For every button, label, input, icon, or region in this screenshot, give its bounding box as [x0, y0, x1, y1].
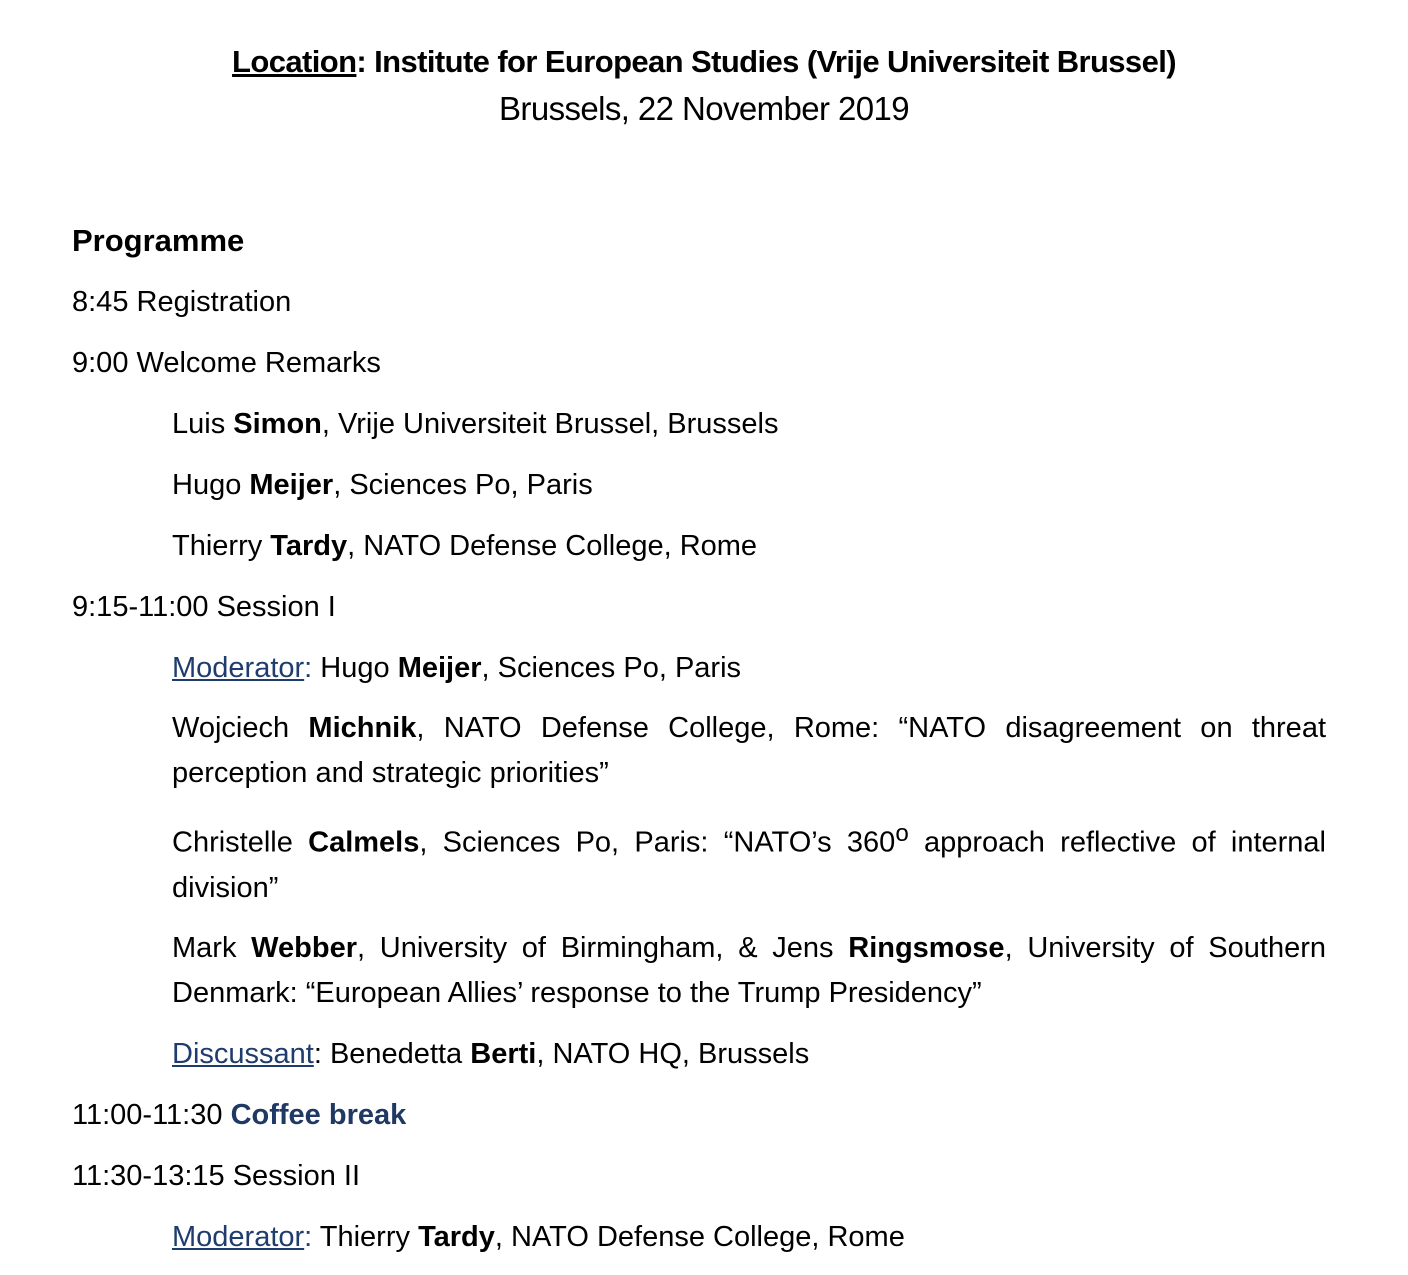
welcome-speaker: [172, 523, 1326, 569]
document-header: [0, 40, 1408, 134]
programme-section: [72, 218, 1326, 1275]
discussant-first-name: Benedetta: [329, 1037, 471, 1070]
degree-superscript: o: [895, 820, 909, 847]
paper-details: , University of Southern Denmark: “European Allies’ response to the Trump Presidency”: [172, 931, 1326, 1009]
session-2-heading: 11:30-13:15 Session II: [72, 1159, 361, 1192]
speaker-last-name: Tardy: [270, 530, 348, 562]
discussant-link[interactable]: Discussant: [172, 1037, 314, 1070]
event-date: Brussels, 22 November 2019: [499, 90, 909, 127]
presenter-last-name: Michnik: [308, 712, 417, 744]
moderator-affiliation: , Sciences Po, Paris: [481, 652, 742, 684]
coffee-break-label: Coffee break: [230, 1098, 407, 1131]
session-1-moderator: [172, 645, 1326, 691]
speaker-last-name: Simon: [233, 408, 322, 440]
paper-details: , NATO Defense College, Rome: “NATO disagreement on threat perception and strategic priorities”: [172, 712, 1326, 789]
location-value: : Institute for European Studies (Vrije Universiteit Brussel): [356, 44, 1176, 79]
location-line: [0, 40, 1408, 84]
moderator-last-name: Tardy: [418, 1220, 495, 1253]
session-1-paper: [172, 926, 1326, 1016]
speaker-first-name: Thierry: [172, 530, 271, 562]
presenter-last-name: Calmels: [308, 826, 420, 859]
presenter-affiliation: , University of Birmingham, & Jens: [357, 931, 849, 964]
presenter-last-name: Webber: [251, 931, 357, 964]
coffee-break-time: 11:00-11:30: [72, 1098, 231, 1131]
moderator-last-name: Meijer: [397, 652, 482, 684]
programme-title: Programme: [72, 223, 245, 258]
co-presenter-last-name: Ringsmose: [848, 931, 1005, 964]
session-1-heading: 9:15-11:00 Session I: [72, 591, 336, 623]
moderator-colon: :: [304, 1220, 313, 1253]
welcome-speaker: [172, 401, 1326, 447]
moderator-affiliation: , NATO Defense College, Rome: [494, 1220, 905, 1253]
discussant-affiliation: , NATO HQ, Brussels: [536, 1037, 810, 1070]
speaker-last-name: Meijer: [249, 469, 334, 501]
location-label: Location: [232, 44, 357, 79]
presenter-first-name: Christelle: [172, 826, 309, 859]
moderator-link[interactable]: Moderator: [172, 1220, 305, 1253]
discussant-last-name: Berti: [470, 1037, 537, 1070]
session-1-paper: [172, 706, 1326, 796]
speaker-affiliation: , NATO Defense College, Rome: [347, 530, 758, 562]
session-1-discussant: [172, 1031, 1326, 1077]
welcome-speaker: [172, 462, 1326, 508]
speaker-first-name: Hugo: [172, 469, 250, 501]
speaker-affiliation: , Vrije Universiteit Brussel, Brussels: [321, 408, 779, 440]
session-2-moderator: [172, 1214, 1326, 1260]
speaker-first-name: Luis: [172, 408, 234, 440]
moderator-first-name: Hugo: [312, 652, 398, 684]
moderator-first-name: Thierry: [312, 1220, 419, 1253]
discussant-colon: :: [313, 1037, 330, 1070]
welcome-remarks-item: 9:00 Welcome Remarks: [72, 347, 381, 379]
paper-details-continued: approach reflective of internal division”: [172, 826, 1326, 904]
moderator-link[interactable]: Moderator: [172, 652, 305, 684]
presenter-first-name: Wojciech: [172, 712, 309, 744]
presenter-first-name: Mark: [172, 931, 252, 964]
session-1-paper: [172, 811, 1326, 911]
paper-details: , Sciences Po, Paris: “NATO’s 360: [419, 826, 896, 859]
speaker-affiliation: , Sciences Po, Paris: [333, 469, 593, 501]
registration-item: 8:45 Registration: [72, 286, 292, 318]
moderator-colon: :: [304, 652, 313, 684]
coffee-break-item: [72, 1092, 1326, 1138]
